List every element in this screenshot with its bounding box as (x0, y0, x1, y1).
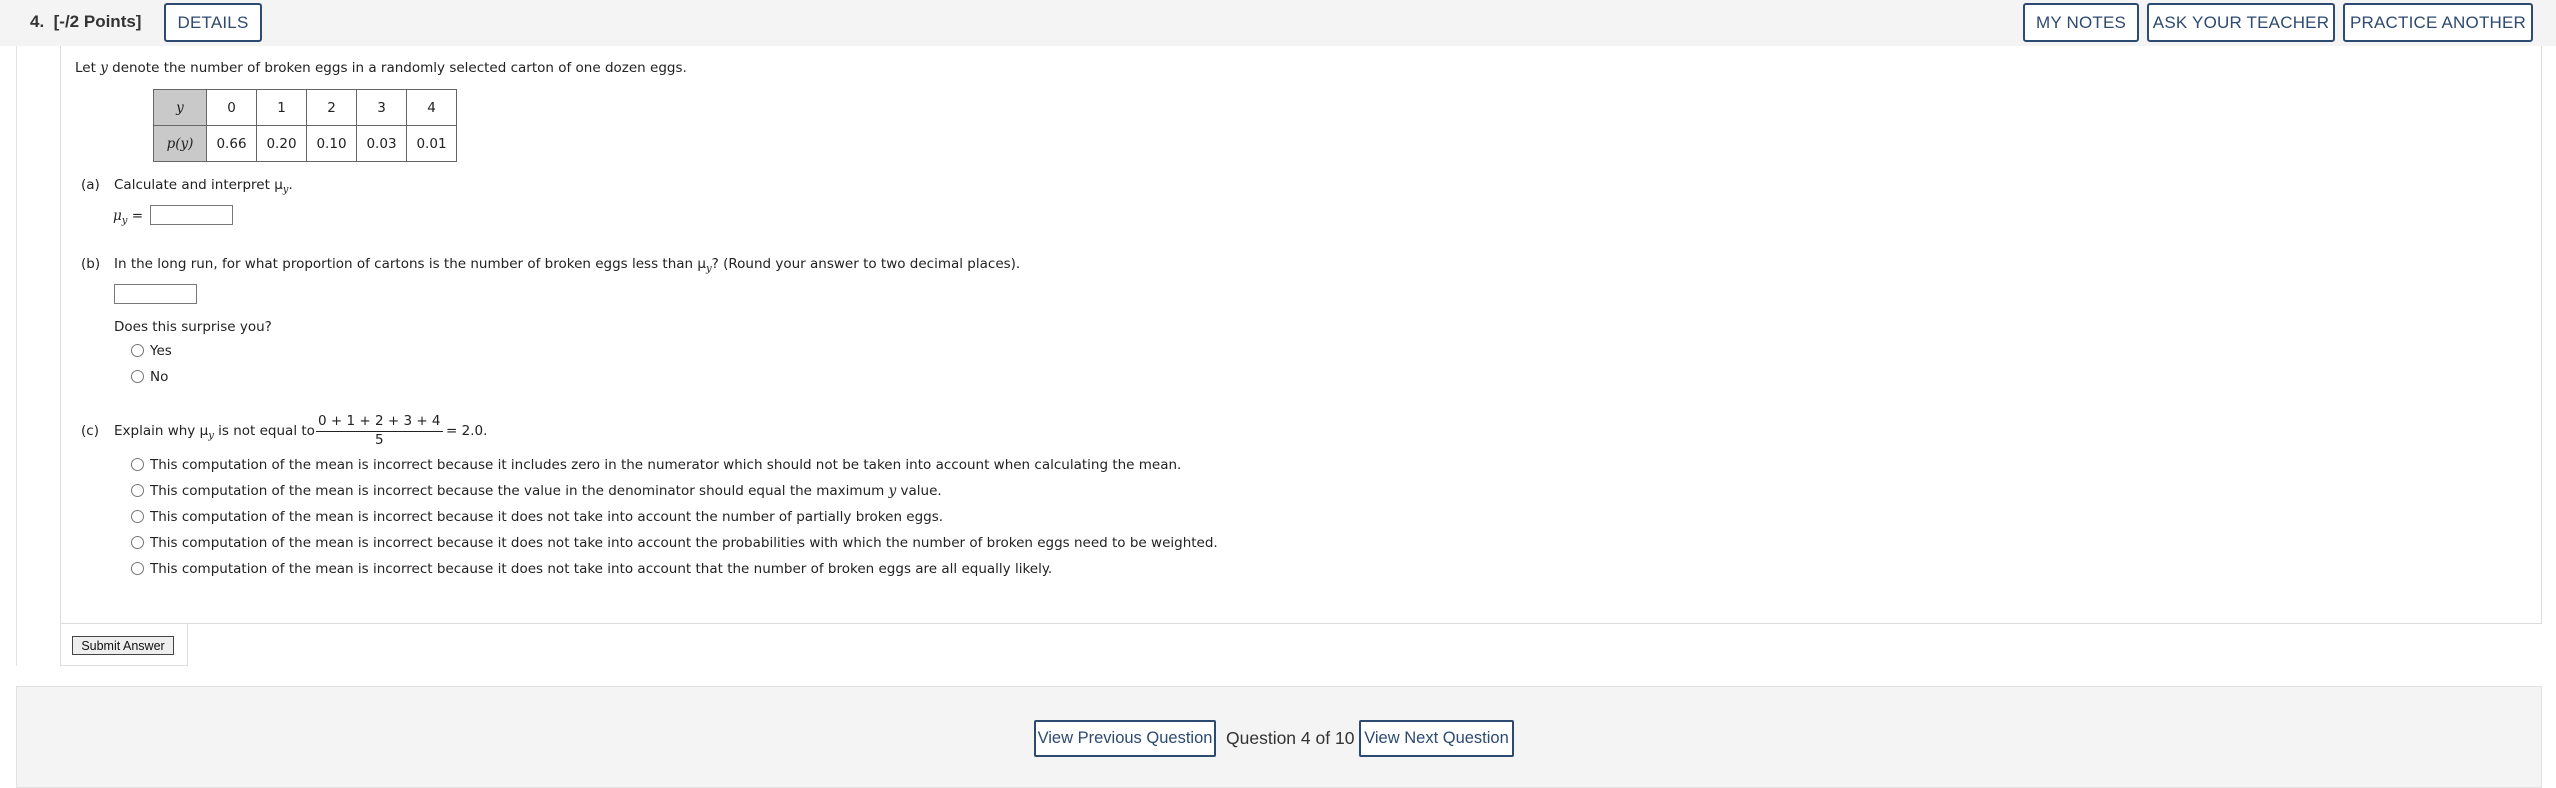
y-cell: 1 (257, 90, 307, 126)
surprise-question: Does this surprise you? (114, 319, 272, 335)
part-b-label: (b) (81, 256, 101, 272)
y-cell: 4 (407, 90, 457, 126)
fraction-result: = 2.0. (446, 423, 488, 439)
y-cell: 3 (357, 90, 407, 126)
table-row (154, 90, 457, 126)
details-button[interactable]: DETAILS (164, 3, 262, 42)
option-yes-label: Yes (150, 343, 172, 359)
p-cell: 0.10 (307, 126, 357, 162)
mu-answer-input[interactable] (150, 205, 233, 225)
radio-c-option-5[interactable] (131, 562, 144, 575)
p-cell: 0.01 (407, 126, 457, 162)
option-no-label: No (150, 369, 169, 385)
points-label: [-/2 Points] (53, 12, 142, 31)
y-cell: 2 (307, 90, 357, 126)
y-header: y (154, 90, 207, 126)
practice-another-button[interactable]: PRACTICE ANOTHER (2343, 3, 2533, 42)
question-number: 4. (30, 12, 45, 31)
part-c-question: Explain why $\mu_y$ is not equal to (114, 423, 315, 442)
radio-c-option-2[interactable] (131, 484, 144, 497)
my-notes-button[interactable]: MY NOTES (2023, 3, 2139, 42)
next-question-button[interactable]: View Next Question (1359, 720, 1514, 757)
mean-fraction (316, 413, 443, 448)
radio-no[interactable] (131, 370, 144, 383)
radio-c-option-1[interactable] (131, 458, 144, 471)
p-cell: 0.66 (207, 126, 257, 162)
radio-c-option-4[interactable] (131, 536, 144, 549)
option-c-label: This computation of the mean is incorrect because it does not take into account the number of partially broken eggs. (150, 509, 944, 525)
fraction-numerator: 0 + 1 + 2 + 3 + 4 (316, 413, 443, 432)
part-c-label: (c) (81, 423, 99, 439)
y-cell: 0 (207, 90, 257, 126)
table-row (154, 126, 457, 162)
p-cell: 0.20 (257, 126, 307, 162)
question-position: Question 4 of 10 (1226, 728, 1355, 748)
p-cell: 0.03 (357, 126, 407, 162)
part-b-question: In the long run, for what proportion of cartons is the number of broken eggs less than $\mu_y$? (Round your answer to two decimal places). (114, 256, 1021, 275)
proportion-answer-input[interactable] (114, 284, 197, 304)
option-c-label: This computation of the mean is incorrect because it does not take into account the probabilities with which the number of broken eggs need to be weighted. (150, 535, 1218, 551)
mu-label: $\mu_y$ = (113, 208, 144, 227)
radio-c-option-3[interactable] (131, 510, 144, 523)
part-a-question: Calculate and interpret $\mu_y$. (114, 177, 293, 196)
left-divider (16, 46, 17, 666)
previous-question-button[interactable]: View Previous Question (1034, 720, 1216, 757)
py-header: p(y) (154, 126, 207, 162)
fraction-denominator: 5 (374, 432, 384, 448)
option-c-label: This computation of the mean is incorrect because it does not take into account that the number of broken eggs are all equally likely. (150, 561, 1053, 577)
option-c-label: This computation of the mean is incorrect because the value in the denominator should equal the maximum y value. (150, 483, 942, 499)
option-c-label: This computation of the mean is incorrect because it includes zero in the numerator which should not be taken into account when calculating the mean. (150, 457, 1182, 473)
submit-answer-button[interactable]: Submit Answer (72, 636, 174, 655)
ask-teacher-button[interactable]: ASK YOUR TEACHER (2147, 3, 2335, 42)
part-a-label: (a) (81, 177, 100, 193)
question-title (30, 12, 141, 32)
radio-yes[interactable] (131, 344, 144, 357)
probability-table (153, 89, 457, 162)
intro-text: Let y denote the number of broken eggs in a randomly selected carton of one dozen eggs. (75, 60, 687, 76)
